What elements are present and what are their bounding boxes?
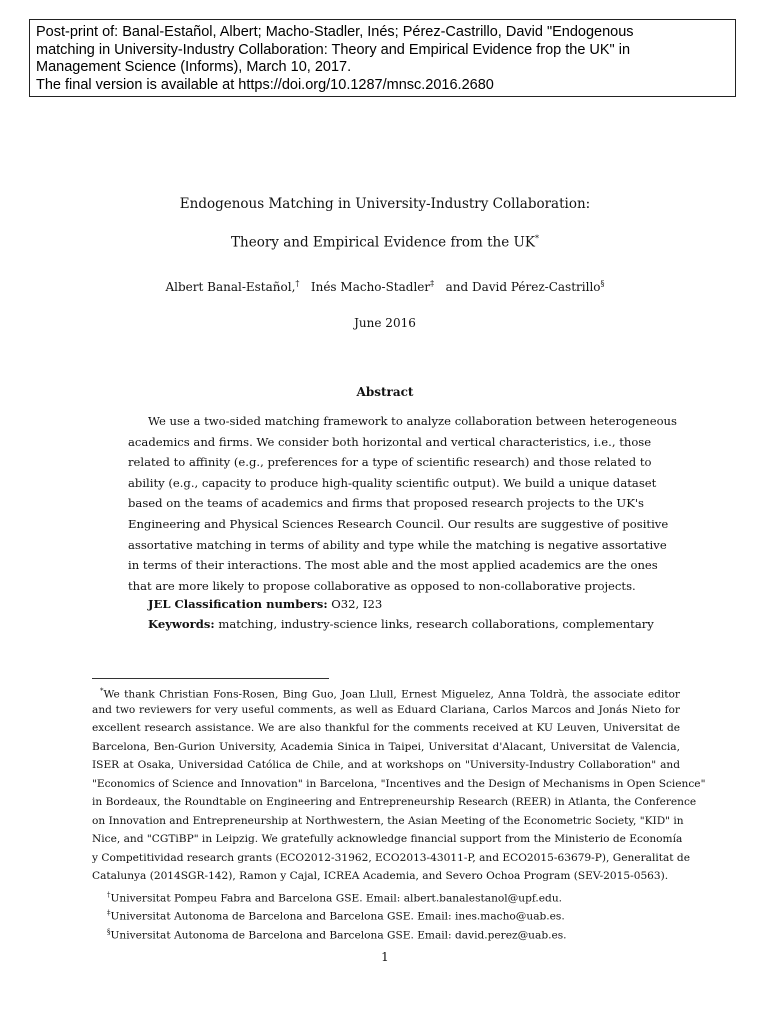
footnote-mark: * [100, 687, 104, 695]
abstract-line: academics and firms. We consider both horizontal and vertical characteristics, i.e., those [128, 434, 652, 449]
jel-classification [148, 597, 382, 611]
postprint-doi-line: The final version is available at https://doi.org/10.1287/mnsc.2016.2680 [36, 76, 494, 93]
page-number: 1 [381, 950, 389, 964]
footnote-acknowledgements-line: Barcelona, Ben-Gurion University, Academia Sinica in Taipei, Universitat d'Alacant, Universitat de Valencia, [92, 740, 680, 753]
postprint-notice [29, 19, 736, 97]
abstract-line: Engineering and Physical Sciences Research Council. Our results are suggestive of positive [128, 516, 669, 531]
paper-title-text-2: Theory and Empirical Evidence from the UK [231, 234, 535, 251]
paper-date: June 2016 [354, 316, 416, 330]
abstract-line: related to affinity (e.g., preferences for a type of scientific research) and those related to [128, 455, 652, 470]
author-name: and David Pérez-Castrillo [445, 280, 601, 294]
footnote-affiliation-3 [92, 923, 680, 942]
abstract-line: ability (e.g., capacity to produce high-quality scientific output). We build a unique dataset [128, 475, 657, 490]
footnote-acknowledgements-line: "Economics of Science and Innovation" in Barcelona, "Incentives and the Design of Mechanisms in Open Science" [92, 777, 706, 790]
footnote-acknowledgements-line: in Bordeaux, the Roundtable on Engineering and Entrepreneurship Research (REER) in Atlanta, the Conference [92, 796, 697, 808]
footnote-text: Universitat Pompeu Fabra and Barcelona GSE. Email: albert.banalestanol@upf.edu. [110, 892, 563, 905]
footnote-text: Universitat Autonoma de Barcelona and Barcelona GSE. Email: david.perez@uab.es. [110, 929, 567, 942]
footnote-acknowledgements-line: y Competitividad research grants (ECO2012-31962, ECO2013-43011-P, and ECO2015-63679-P), Generalitat de [92, 851, 690, 864]
author-footnote-mark: † [295, 279, 300, 288]
footnote-acknowledgements-line: ISER at Osaka, Universidad Católica de Chile, and at workshops on "University-Industry Collaboration" and [92, 759, 680, 771]
postprint-line-1: Post-print of: Banal-Estañol, Albert; Macho-Stadler, Inés; Pérez-Castrillo, David "Endogenous [36, 24, 634, 40]
author-list [0, 279, 770, 294]
footnote-text: Universitat Autonoma de Barcelona and Barcelona GSE. Email: ines.macho@uab.es. [110, 910, 565, 923]
footnote-mark: † [107, 890, 111, 899]
footnote-divider [92, 678, 329, 679]
jel-value: O32, I23 [331, 597, 383, 611]
footnote-acknowledgements-line: on Innovation and Entrepreneurship at Northwestern, the Asian Meeting of the Econometric Society, "KID" in [92, 814, 684, 827]
abstract-line: assortative matching in terms of ability and type while the matching is negative assortative [128, 537, 667, 552]
footnote-acknowledgements-line [92, 682, 680, 701]
footnote-acknowledgements-line: excellent research assistance. We are also thankful for the comments received at KU Leuven, Universitat de [92, 722, 680, 734]
paper-title-line-2 [0, 234, 770, 251]
keywords-label: Keywords: [148, 617, 215, 631]
author-footnote-mark: ‡ [430, 279, 435, 288]
footnote-acknowledgements-line: Catalunya (2014SGR-142), Ramon y Cajal, ICREA Academia, and Severo Ochoa Program (SEV-2015-0563). [92, 870, 669, 882]
footnote-text: We thank Christian Fons-Rosen, Bing Guo, Joan Llull, Ernest Miguelez, Anna Toldrà, the associate editor [103, 688, 680, 701]
postprint-line-2: matching in University-Industry Collaboration: Theory and Empirical Evidence frop the UK" in [36, 41, 631, 58]
keywords [148, 617, 654, 631]
postprint-line-3: Management Science (Informs), March 10, 2017. [36, 59, 352, 76]
footnotes [92, 682, 706, 942]
footnote-mark: ‡ [107, 909, 111, 917]
author-name: Albert Banal-Estañol, [165, 280, 296, 294]
footnote-mark: § [107, 927, 111, 936]
abstract-line: based on the teams of academics and firms that proposed research projects to the UK's [128, 496, 644, 511]
jel-label: JEL Classification numbers: [148, 597, 328, 611]
keywords-value: matching, industry-science links, research collaborations, complementary [218, 617, 654, 631]
abstract-line: in terms of their interactions. The most able and the most applied academics are the ones [128, 558, 658, 573]
paper-title-line-1 [0, 196, 770, 212]
title-footnote-mark: * [534, 234, 539, 243]
abstract-line: We use a two-sided matching framework to analyze collaboration between heterogeneous [148, 414, 677, 428]
footnote-affiliation-2 [92, 904, 680, 923]
abstract-body [128, 411, 677, 596]
author-name: Inés Macho-Stadler [310, 280, 431, 294]
abstract-line: that are more likely to propose collaborative as opposed to non-collaborative projects. [128, 578, 636, 593]
author-footnote-mark: § [600, 279, 605, 288]
paper-title-text-1: Endogenous Matching in University-Industry Collaboration: [179, 196, 591, 212]
abstract-heading: Abstract [356, 385, 414, 399]
footnote-acknowledgements-line: and two reviewers for very useful comments, as well as Eduard Clariana, Carlos Marcos and Jonás Nieto for [92, 703, 680, 716]
footnote-affiliation-1 [92, 886, 680, 905]
footnote-acknowledgements-line: Nice, and "CGTiBP" in Leipzig. We gratefully acknowledge financial support from the Ministerio de Economía [92, 833, 683, 845]
